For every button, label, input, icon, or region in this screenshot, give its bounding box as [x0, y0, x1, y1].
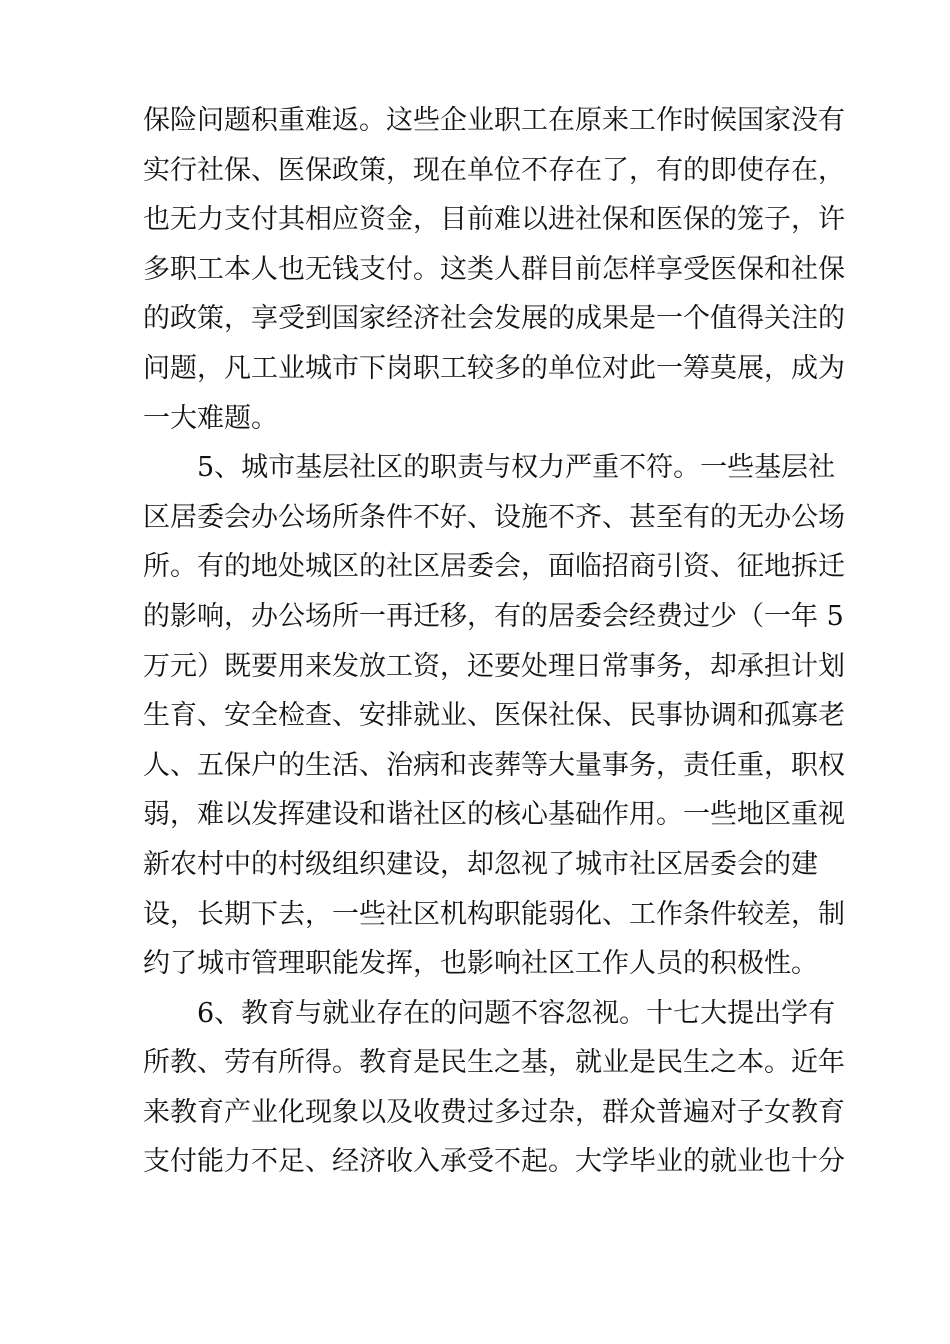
text-line: 实行社保、医保政策，现在单位不存在了，有的即使存在， [143, 154, 845, 186]
text-line: 设，长期下去，一些社区机构职能弱化、工作条件较差，制 [143, 898, 845, 930]
text-line: 支付能力不足、经济收入承受不起。大学毕业的就业也十分 [143, 1146, 845, 1178]
text-line: 来教育产业化现象以及收费过多过杂，群众普遍对子女教育 [143, 1096, 845, 1128]
text-line: 所教、劳有所得。教育是民生之基，就业是民生之本。近年 [143, 1047, 845, 1079]
text-line: 万元）既要用来发放工资，还要处理日常事务，却承担计划 [143, 650, 845, 682]
paragraph-community [143, 443, 845, 989]
text-line: 一大难题。 [143, 402, 278, 434]
text-line: 也无力支付其相应资金，目前难以进社保和医保的笼子，许 [143, 204, 845, 236]
text-line: 约了城市管理职能发挥，也影响社区工作人员的积极性。 [143, 948, 818, 980]
text-line: 人、五保户的生活、治病和丧葬等大量事务，责任重，职权 [143, 749, 845, 781]
text-line: 6、教育与就业存在的问题不容忽视。十七大提出学有 [197, 997, 836, 1029]
text-line: 生育、安全检查、安排就业、医保社保、民事协调和孤寡老 [143, 700, 845, 732]
text-line: 区居委会办公场所条件不好、设施不齐、甚至有的无办公场 [143, 501, 845, 533]
text-line: 弱，难以发挥建设和谐社区的核心基础作用。一些地区重视 [143, 799, 845, 831]
text-line: 所。有的地处城区的社区居委会，面临招商引资、征地拆迁 [143, 551, 845, 583]
text-line: 的影响，办公场所一再迁移，有的居委会经费过少（一年 5 [143, 600, 844, 632]
text-line: 多职工本人也无钱支付。这类人群目前怎样享受医保和社保 [143, 253, 845, 285]
text-line: 问题，凡工业城市下岗职工较多的单位对此一筹莫展，成为 [143, 352, 845, 384]
text-line: 5、城市基层社区的职责与权力严重不符。一些基层社 [197, 452, 836, 484]
text-line: 新农村中的村级组织建设，却忽视了城市社区居委会的建 [143, 848, 818, 880]
text-line: 保险问题积重难返。这些企业职工在原来工作时候国家没有 [143, 105, 845, 136]
document-page [143, 96, 845, 1187]
paragraph-insurance [143, 96, 845, 443]
text-line: 的政策，享受到国家经济社会发展的成果是一个值得关注的 [143, 303, 845, 335]
paragraph-education [143, 989, 845, 1187]
